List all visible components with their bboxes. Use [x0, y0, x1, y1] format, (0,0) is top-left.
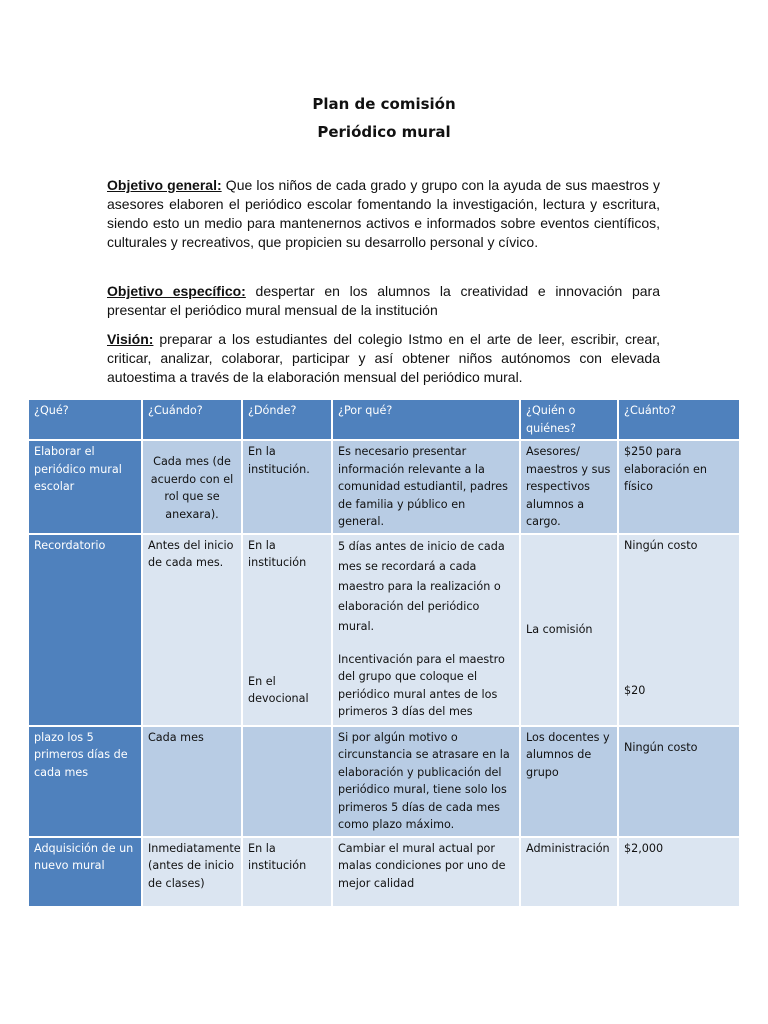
table-row — [28, 726, 740, 837]
row-que: Recordatorio — [28, 534, 142, 726]
row-cuando: Cada mes (de acuerdo con el rol que se anexara). — [142, 440, 242, 534]
table-row — [28, 534, 740, 726]
row-cuanto: $250 para elaboración en físico — [618, 440, 740, 534]
table-row — [28, 440, 740, 534]
table-header-row — [28, 399, 740, 440]
header-donde: ¿Dónde? — [242, 399, 332, 440]
row-quien: Asesores/ maestros y sus respectivos alumnos a cargo. — [520, 440, 618, 534]
specific-objective-text: despertar en los alumnos la creatividad e innovación para presentar el periódico mural mensual de la institución — [107, 283, 660, 318]
document-title: Plan de comisión — [312, 95, 456, 113]
row-porque: Es necesario presentar información relevante a la comunidad estudiantil, padres de familia y público en general. — [332, 440, 520, 534]
specific-objective-label: Objetivo específico: — [107, 283, 246, 299]
header-cuanto: ¿Cuánto? — [618, 399, 740, 440]
general-objective-label: Objetivo general: — [107, 177, 222, 193]
general-objective-text: Que los niños de cada grado y grupo con la ayuda de sus maestros y asesores elaboren el periódico escolar fomentando la investigación, lectura y escritura, siendo esto un medio para mantenernos activos e informados sobre eventos científicos, culturales y recreativos, que propicien su desarrollo personal y cívico. — [107, 177, 661, 250]
plan-table — [27, 398, 741, 908]
row-donde: En la institución En el devocional — [242, 534, 332, 726]
row-quien: Los docentes y alumnos de grupo — [520, 726, 618, 837]
row-donde: En la institución. — [242, 440, 332, 534]
row-que: Adquisición de un nuevo mural — [28, 837, 142, 907]
row-cuando: Antes del inicio de cada mes. — [142, 534, 242, 726]
row-porque: Cambiar el mural actual por malas condiciones por uno de mejor calidad — [332, 837, 520, 907]
row-quien: Administración — [520, 837, 618, 907]
header-cuando: ¿Cuándo? — [142, 399, 242, 440]
general-objective-paragraph — [107, 176, 660, 252]
row-quien: La comisión — [520, 534, 618, 726]
header-porque: ¿Por qué? — [332, 399, 520, 440]
row-cuanto: $2,000 — [618, 837, 740, 907]
header-que: ¿Qué? — [28, 399, 142, 440]
header-quien: ¿Quién o quiénes? — [520, 399, 618, 440]
row-porque: Si por algún motivo o circunstancia se atrasare en la elaboración y publicación del periódico mural, tiene solo los primeros 5 días de cada mes como plazo máximo. — [332, 726, 520, 837]
table-row — [28, 837, 740, 907]
row-cuando: Inmediatamente (antes de inicio de clases) — [142, 837, 242, 907]
specific-objective-paragraph — [107, 282, 660, 320]
row-donde — [242, 726, 332, 837]
row-donde: En la institución — [242, 837, 332, 907]
row-porque: 5 días antes de inicio de cada mes se recordará a cada maestro para la realización o elaboración del periódico mural. Incentivación para el maestro del grupo que coloque el periódico mural antes de los primeros 3 días del mes — [332, 534, 520, 726]
vision-paragraph — [107, 330, 660, 387]
row-cuanto: Ningún costo — [618, 726, 740, 837]
row-cuando: Cada mes — [142, 726, 242, 837]
document-subtitle: Periódico mural — [317, 123, 451, 141]
vision-label: Visión: — [107, 331, 154, 347]
vision-text: preparar a los estudiantes del colegio Istmo en el arte de leer, escribir, crear, criticar, analizar, colaborar, participar y así obtener niños autónomos con elevada autoestima a través de la elaboración mensual del periódico mural. — [107, 331, 660, 385]
row-que: plazo los 5 primeros días de cada mes — [28, 726, 142, 837]
row-cuanto: Ningún costo $20 — [618, 534, 740, 726]
row-que: Elaborar el periódico mural escolar — [28, 440, 142, 534]
